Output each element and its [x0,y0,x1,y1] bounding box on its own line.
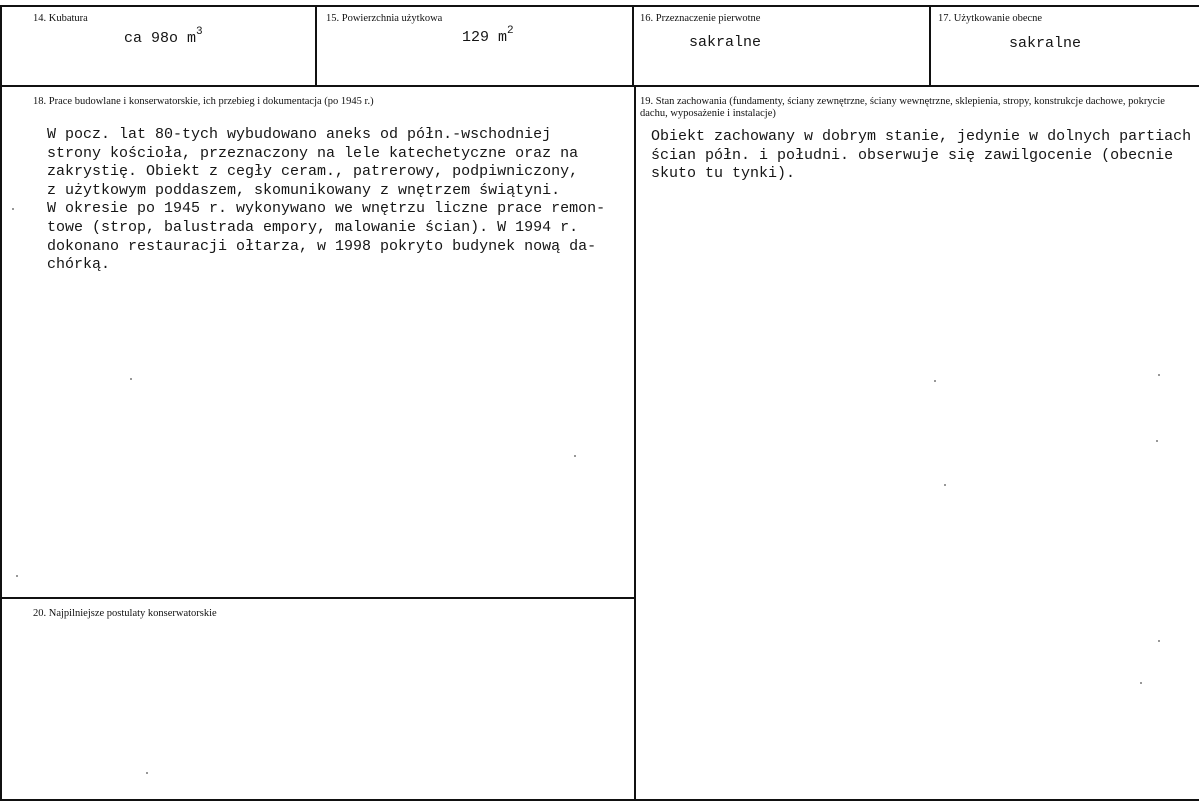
field-19-label: 19. Stan zachowania (fundamenty, ściany zewnętrzne, ściany wewnętrzne, sklepienia, stropy, konstrukcje dachowe, pokrycie dachu, wyposażenie i instalacje) [640,96,1165,119]
scan-speck [934,380,936,382]
left-border [0,5,2,801]
field-16-value: sakralne [689,34,762,51]
scan-speck [130,378,132,380]
scan-speck [574,455,576,457]
scan-speck [16,575,18,577]
field-14-label: 14. Kubatura [33,13,88,24]
field-19-line: Obiekt zachowany w dobrym stanie, jedynie w dolnych partiach [651,128,1192,145]
field-18-line: towe (strop, balustrada empory, malowanie ścian). W 1994 r. [47,218,579,236]
center-divider-lower [634,85,636,801]
field-18-text [47,126,605,275]
field-18-line: strony kościoła, przeznaczony na lele katechetyczne oraz na [47,144,579,162]
field-14-value-text: ca 98o m [124,30,197,47]
field-15-unit-exponent: 2 [507,25,514,37]
field-18-line: chórką. [47,256,111,274]
field-18-line: z użytkowym poddaszem, skomunikowany z wnętrzem świątyni. [47,181,561,199]
bottom-border [0,799,1199,801]
field-17-label: 17. Użytkowanie obecne [938,13,1043,24]
field-20-label: 20. Najpilniejsze postulaty konserwatorskie [33,608,217,619]
center-divider [632,5,634,87]
scan-speck [1156,440,1158,442]
field-19-line: skuto tu tynki). [651,165,796,183]
field-18-line: W pocz. lat 80-tych wybudowano aneks od półn.-wschodniej [47,126,552,143]
field-19-line: ścian półn. i południ. obserwuje się zawilgocenie (obecnie [651,146,1174,164]
field-15-label: 15. Powierzchnia użytkowa [326,13,443,24]
scan-speck [146,772,148,774]
scan-speck [944,484,946,486]
field-19-text [651,128,1191,184]
scan-speck [12,208,14,210]
field-18-label: 18. Prace budowlane i konserwatorskie, ich przebieg i dokumentacja (po 1945 r.) [33,96,374,107]
scan-speck [1140,682,1142,684]
scan-speck [1158,640,1160,642]
field-17-value: sakralne [1009,35,1082,52]
field-18-line: zakrystię. Obiekt z cegły ceram., patrerowy, podpiwniczony, [47,163,579,181]
field-16-label: 16. Przeznaczenie pierwotne [640,13,761,24]
row-divider-top [0,85,1199,87]
divider-field-20 [0,597,636,599]
field-15-value-text: 129 m [462,29,508,46]
field-18-line: dokonano restauracji ołtarza, w 1998 pokryto budynek nową da- [47,237,597,255]
top-border [0,5,1199,7]
field-15-value [462,27,514,46]
divider-14-15 [315,5,317,87]
divider-16-17 [929,5,931,87]
field-18-line: W okresie po 1945 r. wykonywano we wnętrzu liczne prace remon- [47,200,606,218]
field-14-unit-exponent: 3 [196,26,203,38]
scan-speck [1158,374,1160,376]
field-14-value [124,28,203,47]
